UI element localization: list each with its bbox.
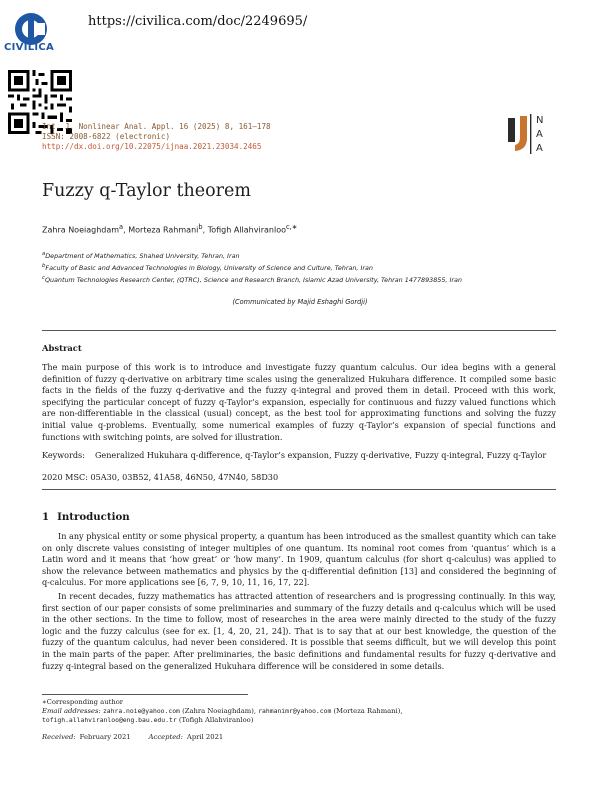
- abstract-heading: Abstract: [42, 343, 82, 353]
- received-date: February 2021: [79, 733, 131, 741]
- journal-issn: ISSN: 2008-6822 (electronic): [42, 132, 171, 141]
- intro-paragraph: In any physical entity or some physical property, a quantum has been introduced as the smallest quantity which can take on only discrete values consisting of integer multiples of one quantum. Its nominal root comes from ‘quantus’ which is a Latin word and it means that ‘how great’ or ‘how many’. In 1909, quantum calculus (for short q-calculus) was applied to show the relevance between mathematics and physics by the q-differential definition [13] and considered the beginning of q-calculus. For more applications see [6, 7, 9, 10, 11, 16, 17, 22].: [42, 531, 556, 588]
- logo-letter-a2: A: [536, 143, 543, 154]
- affiliation: [42, 263, 373, 272]
- divider: [42, 489, 556, 490]
- communicated-by: (Communicated by Majid Eshaghi Gordji): [232, 298, 368, 306]
- email-owner: (Tofigh Allahviranloo): [178, 716, 254, 724]
- journal-info: [42, 122, 271, 152]
- affiliation-text: Faculty of Basic and Advanced Technologies in Biology, University of Science and Culture, Tehran, Iran: [45, 264, 373, 273]
- email-owner: (Morteza Rahmani),: [333, 707, 403, 715]
- keywords-text: Generalized Hukuhara q-difference, q-Taylor’s expansion, Fuzzy q-derivative, Fuzzy q-integral, Fuzzy q-Taylor: [94, 450, 547, 460]
- affiliation-sup: c: [42, 275, 45, 281]
- keywords: [42, 450, 556, 461]
- author-list: Zahra Noeiaghdam$^a$, Morteza Rahmani$^b$, Tofigh Allahviranloo$^{c,∗}$: [42, 223, 298, 235]
- email-line: [42, 707, 556, 716]
- section-title: Introduction: [57, 511, 130, 523]
- civilica-brand: CIVILICA: [4, 42, 55, 53]
- email-line: [42, 716, 556, 725]
- section-heading: [42, 511, 130, 523]
- author-sup: b: [198, 223, 203, 231]
- author-name: Morteza Rahmani: [128, 225, 199, 235]
- logo-letter-n: N: [536, 115, 544, 126]
- ijnaa-logo-icon: [506, 112, 566, 156]
- received-label: Received:: [42, 733, 76, 741]
- email-link[interactable]: rahmanimr@yahoo.com: [258, 707, 332, 715]
- author-sup: a: [119, 223, 124, 231]
- logo-letter-a1: A: [536, 129, 543, 140]
- email-owner: (Zahra Noeiaghdam),: [182, 707, 257, 715]
- accepted-date: April 2021: [186, 733, 224, 741]
- section-number: 1: [42, 511, 50, 523]
- affiliation-text: Quantum Technologies Research Center, (QTRC), Science and Research Branch, Islamic Azad University, Tehran 1477893855, Iran: [44, 276, 462, 285]
- corresponding-note: ∗Corresponding author: [42, 698, 124, 706]
- intro-paragraph: In recent decades, fuzzy mathematics has attracted attention of researchers and is progressing continually. In this way, first section of our paper consists of some preliminaries and summary of the fuzzy details and q-calculus which will be used in the other sections. In the time to follow, most of researches in the area were mainly directed to the study of the fuzzy logic and the fuzzy calculus (see for ex. [1, 4, 20, 21, 24]). That is to say that at our best knowledge, the question of the fuzzy of the quantum calculus, had never been considered. It is possible that seems difficult, but we will develop this point in the main parts of the paper. After preliminaries, the basic definitions and fundamental results for fuzzy q-derivative and fuzzy q-integral based on the generalized Hukuhara difference will be considered in some details.: [42, 591, 556, 671]
- author-name: Tofigh Allahviranloo: [207, 225, 286, 235]
- email-link[interactable]: zahra.noie@yahoo.com: [102, 707, 180, 715]
- author-sup: c,∗: [285, 223, 298, 231]
- affiliation-sup: a: [42, 251, 46, 257]
- journal-citation: Int. J. Nonlinear Anal. Appl. 16 (2025) 8, 161–178: [42, 122, 271, 131]
- affiliation: [42, 275, 462, 284]
- affiliation: [42, 251, 240, 260]
- divider: [42, 330, 556, 331]
- footnote-divider: [42, 694, 248, 695]
- email-label: Email addresses:: [42, 707, 101, 715]
- affiliation-sup: b: [42, 263, 46, 269]
- email-link[interactable]: tofigh.allahviranloo@eng.bau.edu.tr: [42, 716, 177, 724]
- paper-title: Fuzzy q-Taylor theorem: [42, 181, 252, 201]
- author-name: Zahra Noeiaghdam: [42, 225, 120, 235]
- keywords-label: Keywords:: [42, 450, 85, 460]
- abstract-text: The main purpose of this work is to introduce and investigate fuzzy quantum calculus. Our idea begins with a general definition of fuzzy q-derivative on arbitrary time scales using the generalized Hukuhara difference. It compiled some basic facts in the fields of the fuzzy q-derivative and the fuzzy q-integral and proved them in detail. Proceed with this work, specifying the particular concept of fuzzy q-Taylor’s expansion, especially for continuous and fuzzy valued functions which are non-differentiable in the classical (usual) concept, as the best tool for approximating functions and solving the fuzzy initial value q-problems. Eventually, some numerical examples of fuzzy q-Taylor’s expansion of special functions and functions with switching points, are solved for illustration.: [42, 362, 556, 442]
- affiliation-text: Department of Mathematics, Shahed University, Tehran, Iran: [45, 252, 240, 261]
- received-dates: [42, 733, 223, 741]
- accepted-label: Accepted:: [148, 733, 183, 741]
- msc-codes: 2020 MSC: 05A30, 03B52, 41A58, 46N50, 47N40, 58D30: [42, 472, 279, 482]
- document-url[interactable]: https://civilica.com/doc/2249695/: [88, 14, 308, 29]
- doi-link[interactable]: http://dx.doi.org/10.22075/ijnaa.2021.23034.2465: [42, 142, 262, 151]
